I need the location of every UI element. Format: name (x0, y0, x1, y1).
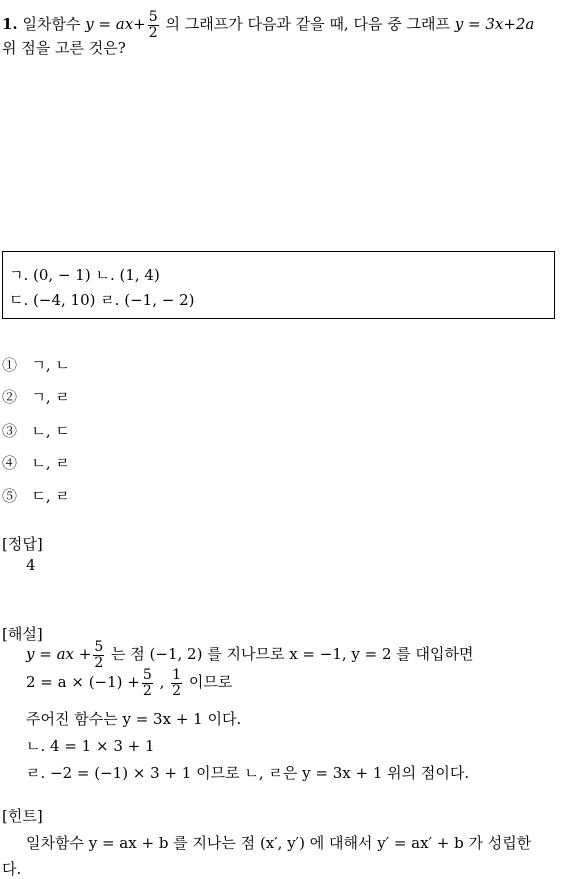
explanation-fraction-2-numerator: 5 (142, 667, 152, 683)
explanation-line-3: 주어진 함수는 y = 3x + 1 이다. (26, 710, 242, 728)
question-text-3: 위 점을 고른 것은? (2, 39, 126, 57)
question-equation-2: y = 3x+2a (454, 15, 535, 34)
explanation-equation-2: 2 = a × (−1) + (26, 673, 140, 692)
hint-line-1: 일차함수 y = ax + b 를 지나는 점 (x′, y′) 에 대해서 y′ = ax′ + b 가 성립한 (26, 834, 532, 852)
question-equation-1: y = ax+ (85, 15, 146, 34)
question-text-1: 일차함수 (22, 15, 81, 34)
choice-3[interactable] (2, 420, 70, 441)
explanation-line-1 (26, 640, 474, 670)
explanation-fraction-3-denominator: 2 (172, 682, 182, 699)
explanation-line-2 (26, 668, 232, 698)
choice-1[interactable] (2, 354, 70, 375)
explanation-fraction-1-numerator: 5 (94, 639, 104, 655)
question-line-1 (2, 10, 534, 40)
explanation-fraction-1-denominator: 2 (94, 654, 104, 671)
choice-1-label: ① (2, 356, 18, 374)
choice-5-label: ⑤ (2, 487, 18, 505)
question-line-2 (2, 37, 126, 58)
explanation-fraction-2-denominator: 2 (142, 682, 152, 699)
choice-4-label: ④ (2, 454, 18, 472)
answer-value: 4 (26, 556, 36, 574)
choice-3-text: ㄴ, ㄷ (31, 422, 70, 440)
choice-2[interactable] (2, 386, 70, 407)
explanation-fraction-2 (142, 668, 153, 698)
choice-4[interactable] (2, 452, 70, 473)
options-box (2, 251, 555, 319)
question-fraction (148, 10, 159, 40)
explanation-line-4: ㄴ. 4 = 1 × 3 + 1 (26, 737, 155, 755)
explanation-text-1: 는 점 (−1, 2) 를 지나므로 x = −1, y = 2 를 대입하면 (111, 645, 474, 664)
choice-4-text: ㄴ, ㄹ (31, 454, 70, 472)
choice-1-text: ㄱ, ㄴ (31, 356, 70, 374)
question-number: 1. (2, 15, 18, 34)
question-text-2: 의 그래프가 다음과 같을 때, 다음 중 그래프 (165, 15, 450, 34)
choice-2-text: ㄱ, ㄹ (31, 388, 70, 406)
explanation-comma: , (159, 673, 165, 692)
explanation-fraction-3 (171, 668, 182, 698)
explanation-line-5: ㄹ. −2 = (−1) × 3 + 1 이므로 ㄴ, ㄹ은 y = 3x + 1 위의 점이다. (26, 764, 470, 782)
explanation-equation-1: y = ax + (26, 645, 92, 664)
choice-5[interactable] (2, 485, 70, 506)
choice-2-label: ② (2, 388, 18, 406)
options-box-line-1: ㄱ. (0, − 1) ㄴ. (1, 4) (9, 266, 160, 284)
explanation-fraction-3-numerator: 1 (172, 667, 182, 683)
options-box-line-2: ㄷ. (−4, 10) ㄹ. (−1, − 2) (9, 291, 195, 309)
choice-3-label: ③ (2, 422, 18, 440)
explanation-text-2: 이므로 (188, 673, 233, 692)
hint-heading: [힌트] (2, 807, 43, 825)
answer-heading: [정답] (2, 535, 43, 553)
hint-line-2: 다. (2, 860, 22, 878)
choice-5-text: ㄷ, ㄹ (31, 487, 70, 505)
question-fraction-numerator: 5 (148, 9, 158, 25)
question-fraction-denominator: 2 (148, 24, 158, 41)
explanation-fraction-1 (93, 640, 104, 670)
explanation-heading: [해설] (2, 625, 43, 643)
